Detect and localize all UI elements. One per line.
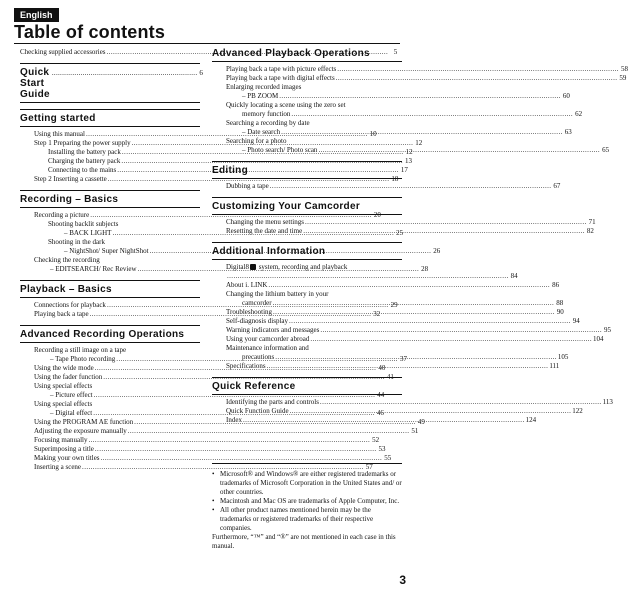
page-ref: 32 <box>373 310 381 318</box>
dot-leader <box>279 92 561 101</box>
page-ref: 113 <box>602 398 613 406</box>
section-title: Advanced Recording Operations <box>20 325 200 343</box>
entry-label: Step 1 Preparing the power supply <box>34 139 131 147</box>
dot-leader <box>273 299 555 308</box>
page-ref: 55 <box>384 454 392 462</box>
toc-entry[interactable] <box>212 65 628 74</box>
entry-label: Using the PROGRAM AE function <box>34 418 134 426</box>
dot-leader <box>303 227 585 236</box>
dot-leader: ....................................................................... <box>51 69 198 77</box>
entry-label: – Tape Photo recording <box>50 355 116 363</box>
entry-label: Step 2 Inserting a cassette <box>34 175 107 183</box>
page-ref: 65 <box>602 146 610 154</box>
entry-label: Using your camcorder abroad <box>226 335 310 343</box>
toc-entry-heading: Using special effects <box>34 400 93 408</box>
toc-entry[interactable] <box>212 299 564 308</box>
toc-entry-heading: Changing the lithium battery in your <box>226 290 329 298</box>
dot-leader <box>227 272 509 281</box>
toc-entry[interactable] <box>212 407 583 416</box>
page-ref: 111 <box>549 362 560 370</box>
entry-label: Installing the battery pack <box>48 148 121 156</box>
toc-entry[interactable] <box>20 463 373 472</box>
page-ref: 84 <box>510 272 518 280</box>
page-ref: 67 <box>553 182 561 190</box>
page-ref: 41 <box>386 373 394 381</box>
section-title: Getting started <box>20 109 200 127</box>
toc-entry[interactable] <box>20 436 380 445</box>
dot-leader <box>101 454 383 463</box>
dot-leader <box>336 74 618 83</box>
page-ref: 86 <box>552 281 560 289</box>
toc-entry[interactable] <box>212 317 580 326</box>
toc-entry-heading: Recording a still image on a tape <box>34 346 127 354</box>
entry-label: Connecting to the mains <box>48 166 117 174</box>
entry-label: Using the wide mode <box>34 364 94 372</box>
entry-label: Playing back a tape with picture effects <box>226 65 337 73</box>
dot-leader <box>88 436 370 445</box>
section-title: Editing <box>212 161 402 179</box>
entry-label: – EDITSEARCH/ Rec Review <box>50 265 137 273</box>
page-number: 3 <box>399 573 406 587</box>
toc-entry[interactable] <box>212 272 518 281</box>
page-ref: 62 <box>575 110 583 118</box>
dot-leader <box>318 146 600 155</box>
dot-leader <box>337 65 619 74</box>
entry-label: Adjusting the exposure manually <box>34 427 127 435</box>
entry-label: Superimposing a title <box>34 445 94 453</box>
entry-label: Checking supplied accessories <box>20 48 106 56</box>
entry-label: Focusing manually <box>34 436 88 444</box>
trademark-notes <box>212 463 402 551</box>
entry-label: Troubleshooting <box>226 308 273 316</box>
page-ref: 124 <box>525 416 537 424</box>
section-title[interactable]: Quick Start Guide ....................................................................... 6 <box>20 63 200 103</box>
page-ref: 53 <box>378 445 386 453</box>
notes-footer: Furthermore, “™” and “®” are not mentioned in each case in this manual. <box>212 533 396 550</box>
page-ref: 105 <box>557 353 569 361</box>
entry-label: Index <box>226 416 242 424</box>
entry-label: – NightShot/ Super NightShot <box>64 247 149 255</box>
page-ref: 29 <box>390 301 398 309</box>
entry-label: Changing the menu settings <box>226 218 304 226</box>
trademark-note: • Microsoft® and Windows® are either registered trademarks or trademarks of Microsoft Corporation in the United States and/ or other countries. <box>212 470 402 496</box>
entry-label: Warning indicators and messages <box>226 326 320 334</box>
entry-label: Using this manual <box>34 130 85 138</box>
toc-entry-heading: Using special effects <box>34 382 93 390</box>
toc-entry-heading: Shooting backlit subjects <box>48 220 119 228</box>
toc-entry-heading: Enlarging recorded images <box>226 83 302 91</box>
entry-label: Playing back a tape <box>34 310 89 318</box>
page-ref: 88 <box>556 299 564 307</box>
entry-label: memory function <box>242 110 291 118</box>
entry-label: Making your own titles <box>34 454 100 462</box>
page-ref: 26 <box>433 247 441 255</box>
section-customizing <box>212 197 596 236</box>
trademark-note: • Macintosh and Mac OS are trademarks of Apple Computer, Inc. <box>212 497 400 505</box>
dot-leader <box>305 218 587 227</box>
toc-entry[interactable] <box>212 74 627 83</box>
page-ref: 18 <box>391 175 399 183</box>
entry-label: Using the fader function <box>34 373 103 381</box>
toc-entry-heading: Quickly locating a scene using the zero set <box>226 101 346 109</box>
toc-entry[interactable] <box>20 454 392 463</box>
page-ref: 82 <box>586 227 594 235</box>
dot-leader <box>281 128 563 137</box>
page-ref: 94 <box>572 317 580 325</box>
page-ref: 20 <box>373 211 381 219</box>
toc-entry[interactable] <box>212 227 594 236</box>
page-ref: 37 <box>399 355 407 363</box>
section-title: Customizing Your Camcorder <box>212 197 402 215</box>
entry-label: Connections for playback <box>34 301 106 309</box>
dot-leader <box>267 362 549 371</box>
dot-leader <box>273 308 555 317</box>
entry-label: Self-diagnosis display <box>226 317 289 325</box>
section-title: Additional Information <box>212 242 402 260</box>
language-badge: English <box>14 8 59 22</box>
page-ref: 58 <box>620 65 628 73</box>
toc-entry[interactable] <box>212 218 596 227</box>
dot-leader <box>290 407 572 416</box>
page-ref: 13 <box>405 157 413 165</box>
toc-entry[interactable] <box>20 391 385 400</box>
page-ref: 59 <box>619 74 627 82</box>
page-ref: 122 <box>572 407 583 415</box>
page-ref: 46 <box>376 409 384 417</box>
toc-entry[interactable] <box>212 281 560 290</box>
dot-leader <box>243 416 525 425</box>
page-ref: 95 <box>603 326 611 334</box>
page-ref: 49 <box>417 418 425 426</box>
section-title: Advanced Playback Operations <box>212 48 402 62</box>
entry-label: Dubbing a tape <box>226 182 269 190</box>
dot-leader <box>270 182 552 191</box>
toc-entry[interactable] <box>212 398 613 407</box>
toc-entry[interactable] <box>20 175 399 184</box>
page-ref: 71 <box>588 218 596 226</box>
entry-label: – PB ZOOM <box>242 92 279 100</box>
entry-label: camcorder <box>242 299 272 307</box>
page-ref: 52 <box>372 436 380 444</box>
toc-entry-heading: Checking the recording <box>34 256 100 264</box>
page-ref: 57 <box>365 463 373 471</box>
toc-entry[interactable] <box>20 373 394 382</box>
toc-entry[interactable] <box>212 128 572 137</box>
page-ref: 10 <box>369 130 377 138</box>
entry-label: – Photo search/ Photo scan <box>242 146 318 154</box>
toc-entry[interactable] <box>20 427 419 436</box>
page-ref: 90 <box>556 308 564 316</box>
entry-label: Resetting the date and time <box>226 227 303 235</box>
page-ref: 40 <box>378 364 386 372</box>
page-ref: 12 <box>415 139 423 147</box>
page-ref: 25 <box>396 229 404 237</box>
dot-leader <box>289 317 571 326</box>
entry-label: Recording a picture <box>34 211 90 219</box>
page-ref: 44 <box>377 391 385 399</box>
toc-entry[interactable] <box>212 326 611 335</box>
page-ref: 5 <box>393 48 398 56</box>
entry-label: Inserting a scene <box>34 463 82 471</box>
toc-entry[interactable] <box>212 362 560 371</box>
page-ref: 51 <box>411 427 419 435</box>
page-title: Table of contents <box>14 22 166 42</box>
entry-label: Charging the battery pack <box>48 157 121 165</box>
dot-leader <box>320 326 602 335</box>
section-title: Quick Reference <box>212 377 402 395</box>
title-divider <box>14 43 400 44</box>
page-ref: 28 <box>421 265 429 273</box>
dot-leader <box>310 335 592 344</box>
toc-entry-heading: Searching a recording by date <box>226 119 310 127</box>
toc-entry-heading: Shooting in the dark <box>48 238 105 246</box>
digital8-logo-icon <box>250 264 256 270</box>
page-ref: 12 <box>405 148 413 156</box>
entry-label: About i. LINK <box>226 281 268 289</box>
entry-label: Quick Function Guide <box>226 407 289 415</box>
section-title: Recording – Basics <box>20 190 200 208</box>
entry-label: – Picture effect <box>50 391 93 399</box>
entry-label: Identifying the parts and controls <box>226 398 319 406</box>
entry-label: – Digital effect <box>50 409 93 417</box>
toc-entry[interactable] <box>212 92 570 101</box>
toc-entry[interactable] <box>212 335 604 344</box>
page-ref: 104 <box>593 335 604 343</box>
toc-entry-heading: Searching for a photo <box>226 137 287 145</box>
dot-leader <box>268 281 550 290</box>
page-ref: 17 <box>400 166 408 174</box>
section-quick-start <box>20 63 204 103</box>
dot-leader <box>291 110 573 119</box>
dot-leader <box>320 398 602 407</box>
page-ref: 63 <box>564 128 572 136</box>
page-ref: 60 <box>562 92 570 100</box>
toc-entry-heading: Digital8 system, recording and playback <box>226 263 348 271</box>
entry-label: precautions <box>242 353 275 361</box>
toc-entry[interactable] <box>212 308 564 317</box>
dot-leader <box>95 445 377 454</box>
trademark-note: • All other product names mentioned herein may be the trademarks or registered trademarks of their respective companies. <box>212 506 374 532</box>
toc-entry[interactable] <box>20 445 386 454</box>
toc-entry[interactable] <box>20 157 413 166</box>
toc-entry-heading: Maintenance information and <box>226 344 309 352</box>
entry-label: – BACK LIGHT <box>64 229 112 237</box>
dot-leader <box>275 353 557 362</box>
section-title: Playback – Basics <box>20 280 200 298</box>
entry-label: Playing back a tape with digital effects <box>226 74 335 82</box>
toc-entry[interactable] <box>212 182 561 191</box>
entry-label: – Date search <box>242 128 281 136</box>
entry-label: Specifications <box>226 362 266 370</box>
toc-entry[interactable] <box>212 110 583 119</box>
toc-entry[interactable] <box>20 211 381 220</box>
